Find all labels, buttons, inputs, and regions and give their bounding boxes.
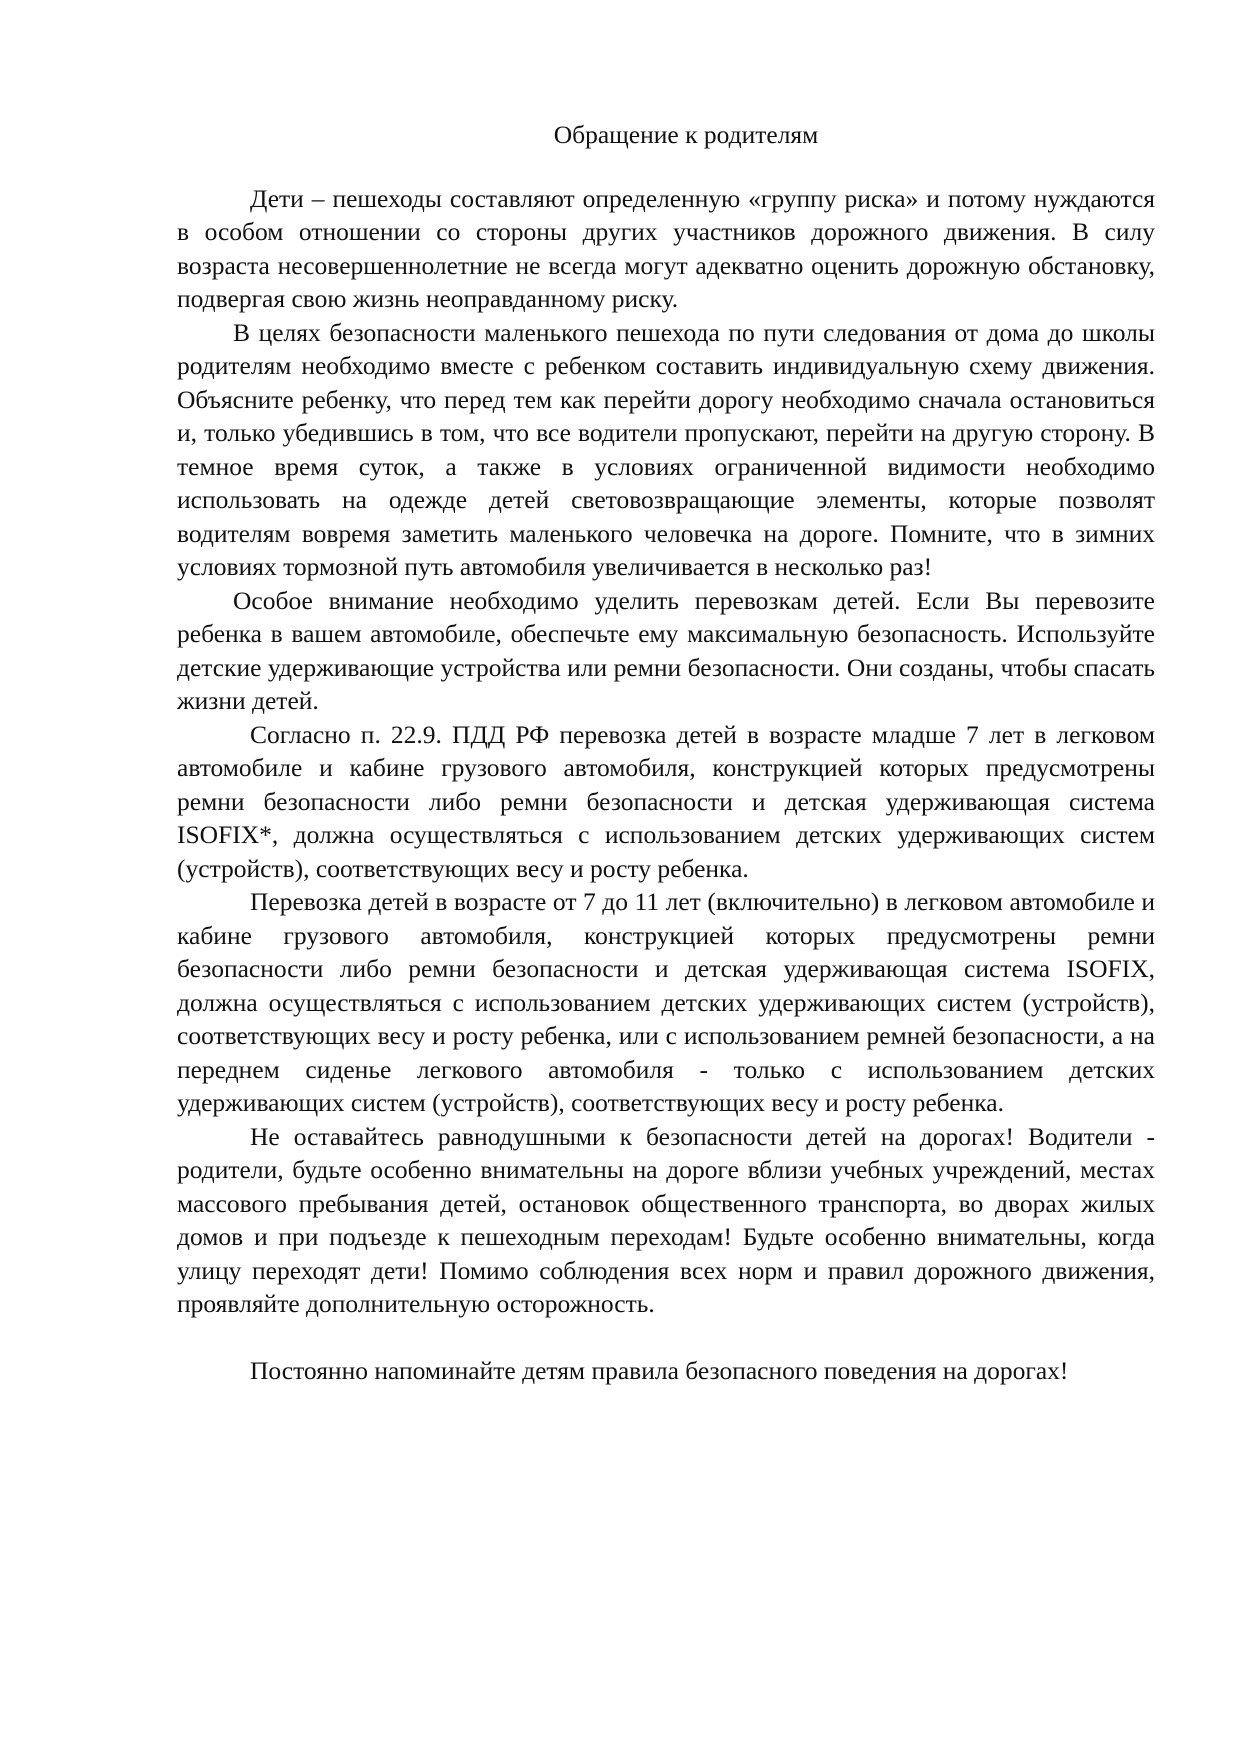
paragraph-safety-route: В целях безопасности маленького пешехода по пути следования от дома до школы родителям необходимо вместе с ребенком составить индивидуальную схему движения. Объясните ребенку, что перед тем как перейти дорогу необходимо сначала остановиться и, только убедившись в том, что все водители пропускают, перейти на другую сторону. В темное время суток, а также в условиях ограниченной видимости необходимо использовать на одежде детей световозвращающие элементы, которые позволят водителям вовремя заметить маленького человечка на дороге. Помните, что в зимних условиях тормозной путь автомобиля увеличивается в несколько раз! (177, 317, 1155, 581)
paragraph-spacer (177, 1321, 1155, 1354)
paragraph-transport: Особое внимание необходимо уделить перевозкам детей. Если Вы перевозите ребенка в вашем автомобиле, обеспечьте ему максимальную безопасность. Используйте детские удерживающие устройства или ремни безопасности. Они созданы, чтобы спасать жизни детей. (177, 585, 1155, 715)
paragraph-age-7-11: Перевозка детей в возрасте от 7 до 11 лет (включительно) в легковом автомобиле и кабине грузового автомобиля, конструкцией которых предусмотрены ремни безопасности либо ремни безопасности и детская удерживающая система ISOFIX, должна осуществляться с использованием детских удерживающих систем (устройств), соответствующих весу и росту ребенка, или с использованием ремней безопасности, а на переднем сиденье легкового автомобиля - только с использованием детских удерживающих систем (устройств), соответствующих весу и росту ребенка. (177, 887, 1155, 1117)
document-body (177, 118, 1155, 1387)
paragraph-intro: Дети – пешеходы составляют определенную «группу риска» и потому нуждаются в особом отношении со стороны других участников дорожного движения. В силу возраста несовершеннолетние не всегда могут адекватно оценить дорожную обстановку, подвергая свою жизнь неоправданному риску. (177, 183, 1155, 313)
document-title: Обращение к родителям (553, 120, 819, 149)
paragraph-drivers: Не оставайтесь равнодушными к безопасности детей на дорогах! Водители - родители, будьте особенно внимательны на дороге вблизи учебных учреждений, местах массового пребывания детей, остановок общественного транспорта, во дворах жилых домов и при подъезде к пешеходным переходам! Будьте особенно внимательны, когда улицу переходят дети! Помимо соблюдения всех норм и правил дорожного движения, проявляйте дополнительную осторожность. (177, 1121, 1155, 1318)
paragraph-reminder: Постоянно напоминайте детям правила безопасного поведения на дорогах! (250, 1355, 1069, 1385)
paragraph-rule-22-9: Согласно п. 22.9. ПДД РФ перевозка детей в возрасте младше 7 лет в легковом автомобиле и кабине грузового автомобиля, конструкцией которых предусмотрены ремни безопасности либо ремни безопасности и детская удерживающая система ISOFIX*, должна осуществляться с использованием детских удерживающих систем (устройств), соответствующих весу и росту ребенка. (177, 719, 1155, 883)
